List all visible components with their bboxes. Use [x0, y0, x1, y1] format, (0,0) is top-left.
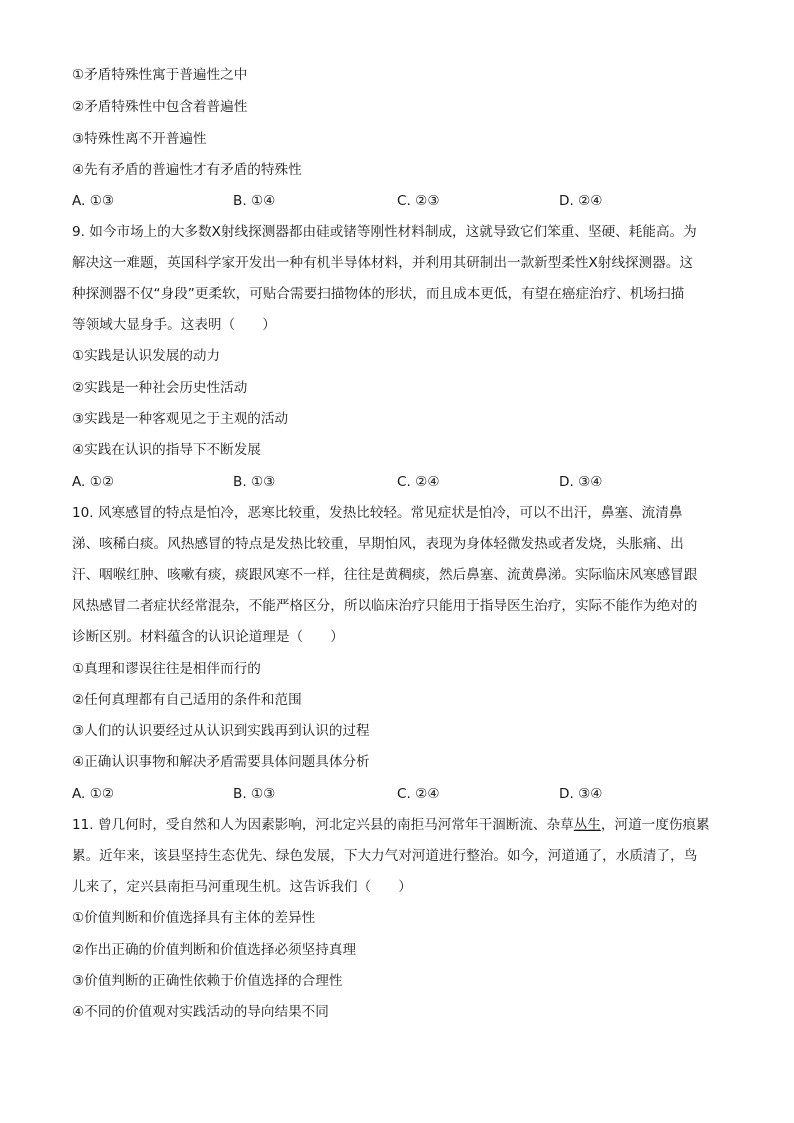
q9-option-b[interactable]: B. ①③ [233, 474, 276, 490]
q10-item-4: ④正确认识事物和解决矛盾需要具体问题具体分析 [72, 754, 370, 770]
q9-stem-line-1: 9. 如今市场上的大多数X射线探测器都由硅或锗等刚性材料制成，这就导致它们笨重、坚硬、耗能高。为 [72, 224, 697, 240]
q9-stem-line-4: 等领域大显身手。这表明（ ） [72, 317, 276, 333]
q9-option-a[interactable]: A. ①② [72, 474, 115, 490]
q9-stem-line-2: 解决这一难题，英国科学家开发出一种有机半导体材料，并利用其研制出一款新型柔性X射线探测器。这 [72, 255, 694, 271]
q10-option-b[interactable]: B. ①③ [233, 786, 276, 802]
q10-option-a[interactable]: A. ①② [72, 786, 115, 802]
q10-stem-line-3: 汗、咽喉红肿、咳嗽有痰，痰跟风寒不一样，往往是黄稠痰，然后鼻塞、流黄鼻涕。实际临床风寒感冒跟 [72, 567, 698, 583]
q11-underlined-word: 丛生 [573, 817, 601, 833]
q8-item-2: ②矛盾特殊性中包含着普遍性 [72, 99, 248, 115]
q10-stem-line-5: 诊断区别。材料蕴含的认识论道理是（ ） [72, 629, 344, 645]
q9-option-d[interactable]: D. ③④ [559, 474, 603, 490]
q8-item-3: ③特殊性离不开普遍性 [72, 131, 207, 147]
q10-options [72, 784, 722, 804]
q9-item-3: ③实践是一种客观见之于主观的活动 [72, 411, 289, 427]
q8-option-c[interactable]: C. ②③ [397, 193, 440, 209]
q9-stem-line-3: 种探测器不仅“身段”更柔软，可贴合需要扫描物体的形状，而且成本更低，有望在癌症治疗、机场扫描 [72, 286, 685, 302]
q11-item-4: ④不同的价值观对实践活动的导向结果不同 [72, 1004, 329, 1020]
q9-item-4: ④实践在认识的指导下不断发展 [72, 442, 261, 458]
q9-item-2: ②实践是一种社会历史性活动 [72, 380, 248, 396]
q11-item-2: ②作出正确的价值判断和价值选择必须坚持真理 [72, 942, 357, 958]
q8-option-a[interactable]: A. ①③ [72, 193, 115, 209]
q11-item-1: ①价值判断和价值选择具有主体的差异性 [72, 910, 316, 926]
q8-item-1: ①矛盾特殊性寓于普遍性之中 [72, 67, 248, 83]
q11-stem-line-3: 儿来了，定兴县南拒马河重现生机。这告诉我们（ ） [72, 879, 412, 895]
q10-option-c[interactable]: C. ②④ [397, 786, 440, 802]
q9-options [72, 472, 722, 492]
q10-item-2: ②任何真理都有自己适用的条件和范围 [72, 692, 302, 708]
q10-item-3: ③人们的认识要经过从认识到实践再到认识的过程 [72, 723, 370, 739]
q9-option-c[interactable]: C. ②④ [397, 474, 440, 490]
q9-item-1: ①实践是认识发展的动力 [72, 348, 221, 364]
q8-options [72, 191, 722, 211]
q10-stem-line-2: 涕、咳稀白痰。风热感冒的特点是发热比较重，早期怕风，表现为身体轻微发热或者发烧，头胀痛、出 [72, 536, 684, 552]
q10-stem-line-1: 10. 风寒感冒的特点是怕冷，恶寒比较重，发热比较轻。常见症状是怕冷，可以不出汗，鼻塞、流清鼻 [72, 505, 683, 521]
q11-stem-line-1-end: ，河道一度伤痕累 [600, 817, 710, 833]
q10-item-1: ①真理和谬误往往是相伴而行的 [72, 661, 261, 677]
q11-stem-line-2: 累。近年来，该县坚持生态优先、绿色发展，下大力气对河道进行整治。如今，河道通了，水质清了，鸟 [72, 848, 698, 864]
q10-stem-line-4: 风热感冒二者症状经常混杂，不能严格区分，所以临床治疗只能用于指导医生治疗，实际不能作为绝对的 [72, 598, 698, 614]
q8-item-4: ④先有矛盾的普遍性才有矛盾的特殊性 [72, 162, 302, 178]
q11-stem-line-1 [72, 815, 722, 835]
q8-option-b[interactable]: B. ①④ [233, 193, 276, 209]
q8-option-d[interactable]: D. ②④ [559, 193, 603, 209]
q11-stem-line-1-start: 11. 曾几何时，受自然和人为因素影响，河北定兴县的南拒马河常年干涸断流、杂草 [72, 817, 574, 833]
q11-item-3: ③价值判断的正确性依赖于价值选择的合理性 [72, 973, 343, 989]
q10-option-d[interactable]: D. ③④ [559, 786, 603, 802]
